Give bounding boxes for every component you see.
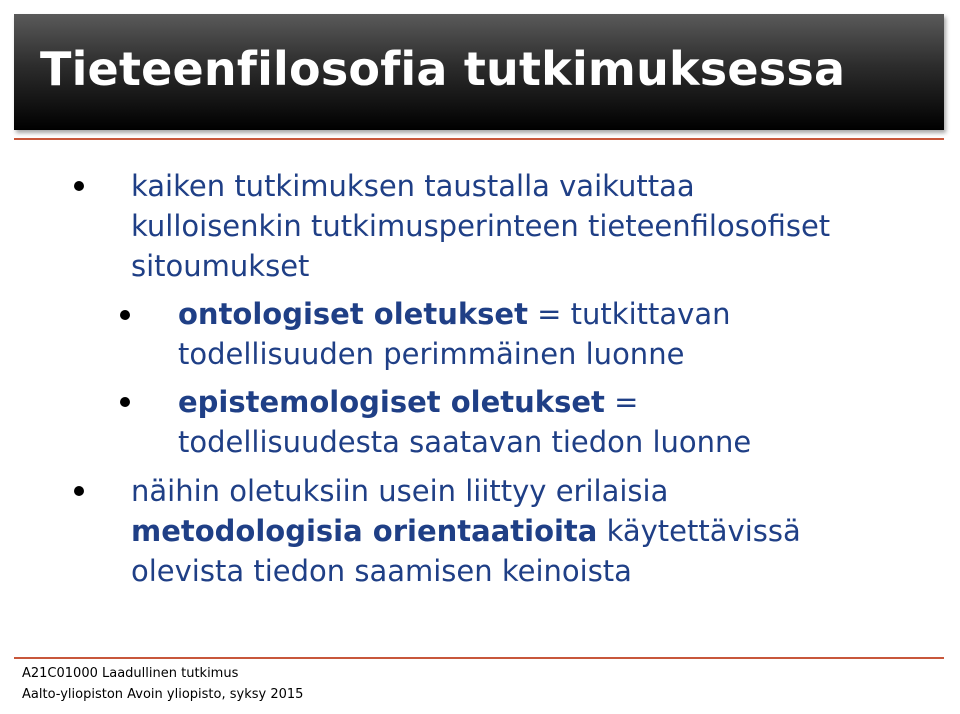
bullet-2 xyxy=(131,471,801,591)
bullet-1-line-3: sitoumukset xyxy=(131,249,310,283)
sub-bullet-1-rest: = tutkittavan xyxy=(527,297,731,331)
sub-bullet-2-rest: = xyxy=(604,385,639,419)
bullet-dot-icon xyxy=(74,486,84,496)
footer-divider xyxy=(14,657,944,659)
bullet-2-line-1: näihin oletuksiin usein liittyy erilaisia xyxy=(131,474,669,508)
slide-title: Tieteenfilosofia tutkimuksessa xyxy=(40,42,846,96)
sub-bullet-2 xyxy=(178,382,751,462)
bullet-2-rest: käytettävissä xyxy=(597,514,801,548)
bullet-dot-icon xyxy=(74,181,84,191)
bullet-1 xyxy=(131,166,830,286)
title-bar xyxy=(14,14,944,130)
bullet-2-line-3: olevista tiedon saamisen keinoista xyxy=(131,554,632,588)
sub-bullet-dot-icon xyxy=(120,310,130,320)
title-divider xyxy=(14,138,944,140)
sub-bullet-2-line-2: todellisuudesta saatavan tiedon luonne xyxy=(178,425,752,459)
bullet-1-line-1: kaiken tutkimuksen taustalla vaikuttaa xyxy=(131,169,695,203)
sub-bullet-1-line-2: todellisuuden perimmäinen luonne xyxy=(178,337,685,371)
sub-bullet-dot-icon xyxy=(120,397,130,407)
sub-bullet-2-term: epistemologiset oletukset xyxy=(178,385,605,419)
bullet-1-line-2: kulloisenkin tutkimusperinteen tieteenfilosofiset xyxy=(131,209,831,243)
bullet-2-term: metodologisia orientaatioita xyxy=(131,514,598,548)
sub-bullet-1 xyxy=(178,294,730,374)
sub-bullet-1-term: ontologiset oletukset xyxy=(178,297,528,331)
footer-institution: Aalto-yliopiston Avoin yliopisto, syksy 2015 xyxy=(22,687,304,702)
footer-course: A21C01000 Laadullinen tutkimus xyxy=(22,666,239,681)
